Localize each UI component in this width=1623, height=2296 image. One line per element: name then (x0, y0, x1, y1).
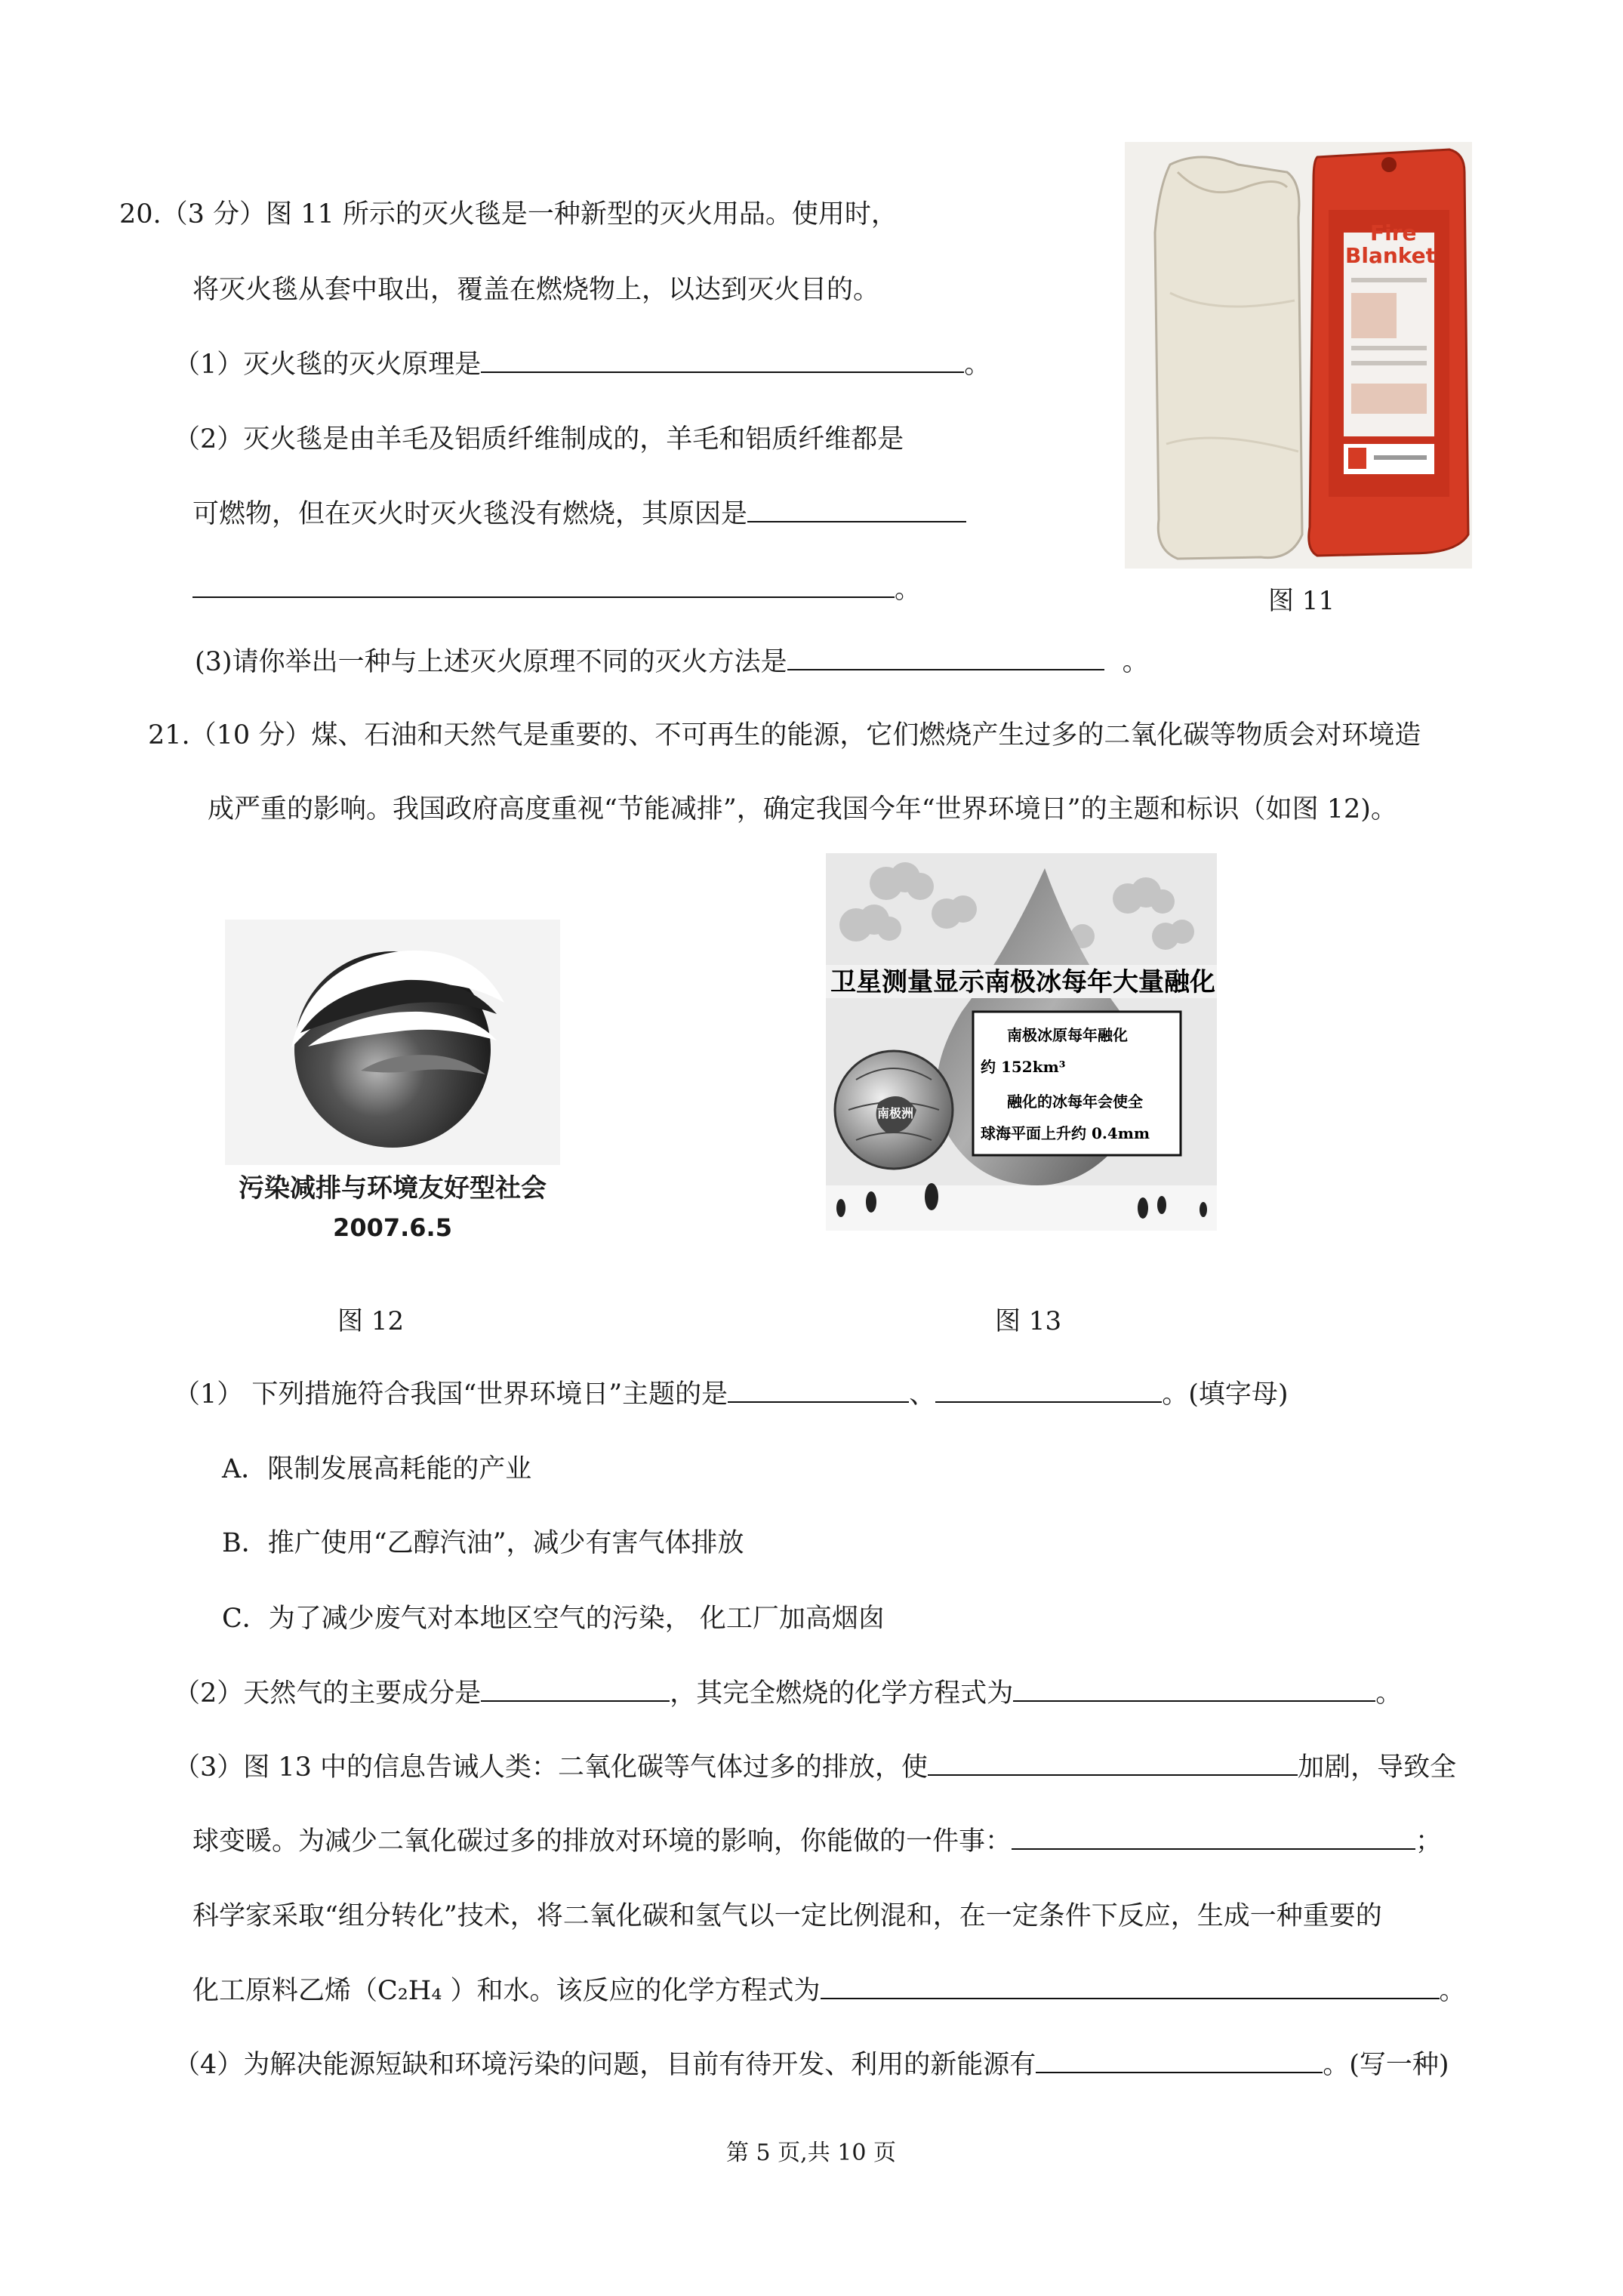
figure-12-slogan: 污染减排与环境友好型社会 (239, 1173, 547, 1203)
q21-sub2-blank2[interactable] (1013, 1678, 1375, 1702)
figure-12-caption: 图 12 (337, 1306, 405, 1336)
figure-13-caption: 图 13 (995, 1306, 1062, 1336)
q21-sub1-sep: 、 (909, 1379, 936, 1410)
blanket-label-blanket: Blanket (1345, 243, 1437, 268)
figure-12-date: 2007.6.5 (333, 1213, 452, 1242)
q21-sub3-text-a: （3）图 13 中的信息告诫人类：二氧化碳等气体过多的排放，使 (174, 1752, 929, 1783)
figure-13 (826, 853, 1217, 1231)
q21-sub3-blank3[interactable] (821, 1975, 1440, 1999)
q21-sub2-end: 。 (1375, 1678, 1403, 1709)
environment-day-logo (225, 920, 560, 1165)
q21-sub4-end: 。(写一种) (1323, 2050, 1449, 2080)
q21-sub4-text: （4）为解决能源短缺和环境污染的问题，目前有待开发、利用的新能源有 (174, 2050, 1036, 2080)
blanket-label-fire: Fire (1370, 220, 1417, 245)
poster-box-line1: 南极冰原每年融化 (1007, 1026, 1128, 1044)
q21-line2: 成严重的影响。我国政府高度重视“节能减排”，确定我国今年“世界环境日”的主题和标识（如图 12)。 (208, 794, 1397, 824)
q21-sub3-line3: 科学家采取“组分转化”技术，将二氧化碳和氢气以一定比例混和，在一定条件下反应，生成一种重要的 (192, 1901, 1382, 1931)
poster-box-line2: 约 152km³ (981, 1058, 1066, 1076)
poster-box-line4: 球海平面上升约 0.4mm (981, 1124, 1150, 1142)
q21-line1: 21.（10 分）煤、石油和天然气是重要的、不可再生的能源，它们燃烧产生过多的二氧化碳等物质会对环境造 (148, 720, 1421, 750)
q20-part3-end: 。 (1122, 647, 1149, 677)
q20-part2b-text: 可燃物，但在灭火时灭火毯没有燃烧，其原因是 (192, 499, 748, 529)
q21-sub1-text: （1） 下列措施符合我国“世界环境日”主题的是 (174, 1379, 728, 1410)
poster-box-line3: 融化的冰每年会使全 (1007, 1093, 1143, 1111)
q21-sub3-text-b: 加剧，导致全 (1298, 1752, 1457, 1783)
q21-sub3-text-c-end: ； (1415, 1826, 1443, 1857)
q21-option-b: B．推广使用“乙醇汽油”，减少有害气体排放 (222, 1528, 744, 1558)
q20-part2-blank2[interactable] (192, 574, 895, 598)
poster-headline: 卫星测量显示南极冰每年大量融化 (830, 967, 1215, 997)
page-footer: 第 5 页,共 10 页 (726, 2140, 896, 2166)
q20-part3-blank[interactable] (787, 646, 1104, 670)
blanket-bag-shape (1155, 157, 1302, 559)
q20-part2b (192, 498, 966, 529)
q21-sub3-line1 (174, 1752, 1456, 1783)
q21-sub1-blank1[interactable] (728, 1379, 909, 1403)
q21-sub1-end: 。(填字母) (1162, 1379, 1289, 1410)
q20-part1-end: 。 (964, 350, 991, 380)
q20-part3-text: (3)请你举出一种与上述灭火原理不同的灭火方法是 (195, 647, 787, 677)
q20-line2: 将灭火毯从套中取出，覆盖在燃烧物上，以达到灭火目的。 (192, 275, 880, 305)
q21-sub3-end: 。 (1439, 1976, 1466, 2006)
q21-sub3-text-e: 化工原料乙烯（C₂H₄ ）和水。该反应的化学方程式为 (192, 1976, 821, 2006)
q21-sub2-text-a: （2）天然气的主要成分是 (174, 1678, 482, 1709)
fire-blanket-image (1125, 142, 1472, 569)
q20-part1-blank[interactable] (481, 349, 964, 373)
q21-sub3-blank2[interactable] (1012, 1826, 1415, 1850)
q21-sub4 (174, 2049, 1449, 2080)
q20-part2c (192, 574, 921, 605)
figure-11 (1125, 142, 1472, 569)
q21-sub3-line2 (192, 1826, 1442, 1857)
q21-sub3-text-c: 球变暖。为减少二氧化碳过多的排放对环境的影响，你能做的一件事： (192, 1826, 1012, 1857)
poster-globe-label: 南极洲 (877, 1106, 914, 1120)
q20-part2-end: 。 (895, 575, 922, 605)
q21-sub2-blank1[interactable] (481, 1678, 670, 1702)
figure-11-caption: 图 11 (1268, 586, 1335, 616)
figure-12 (225, 920, 560, 1165)
q21-sub1-blank2[interactable] (935, 1379, 1162, 1403)
q20-part2a: （2）灭火毯是由羊毛及铝质纤维制成的，羊毛和铝质纤维都是 (174, 424, 904, 455)
q21-sub1 (174, 1379, 1289, 1410)
q21-sub3-line4 (192, 1975, 1466, 2006)
q20-part2-blank1[interactable] (747, 498, 966, 522)
q21-sub2 (174, 1678, 1402, 1709)
q20-line1: 20.（3 分）图 11 所示的灭火毯是一种新型的灭火用品。使用时， (119, 199, 898, 230)
q21-option-a: A．限制发展高耗能的产业 (222, 1454, 532, 1484)
q21-sub2-text-b: ，其完全燃烧的化学方程式为 (670, 1678, 1014, 1709)
q21-option-c: C．为了减少废气对本地区空气的污染， 化工厂加高烟囱 (222, 1604, 885, 1634)
q21-sub4-blank[interactable] (1036, 2049, 1323, 2073)
q20-part1-text: （1）灭火毯的灭火原理是 (174, 350, 482, 380)
q20-part3 (195, 646, 1149, 677)
q20-part1 (174, 349, 990, 380)
q21-sub3-blank1[interactable] (928, 1752, 1298, 1776)
antarctic-ice-poster (826, 853, 1217, 1231)
